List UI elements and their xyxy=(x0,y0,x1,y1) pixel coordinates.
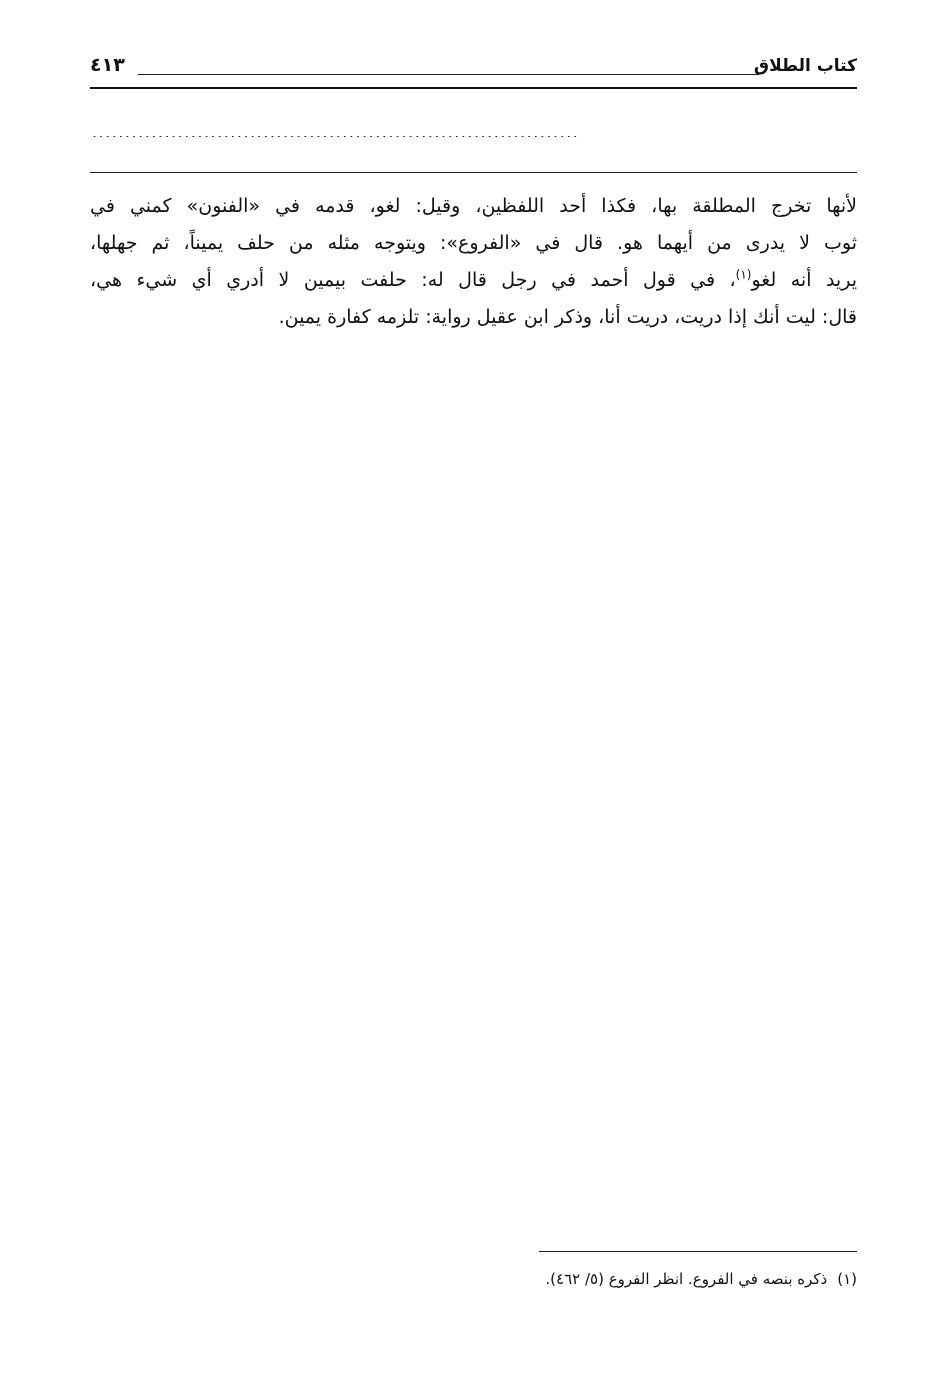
running-header xyxy=(90,52,857,86)
footnote-text: ذكره بنصه في الفروع. انظر الفروع (٥/ ٤٦٢). xyxy=(545,1270,828,1288)
footnote-number: (١) xyxy=(837,1270,857,1288)
footnote-reference[interactable]: (١) xyxy=(735,267,752,282)
footnote xyxy=(90,1266,857,1292)
page-number: ٤١٣ xyxy=(90,54,125,76)
paragraph-line-3 xyxy=(90,262,857,299)
chapter-title: كتاب الطلاق xyxy=(753,56,857,76)
paragraph-line-3-start: يريد أنه لغو xyxy=(751,269,857,291)
header-leader-line xyxy=(138,74,759,75)
paragraph-line-3-end: ، في قول أحمد في رجل قال له: حلفت بيمين لا أدري أي شيء هي، xyxy=(90,269,736,291)
section-rule xyxy=(90,172,857,173)
paragraph-line-2: ثوب لا يدرى من أيهما هو. قال في «الفروع»: ويتوجه مثله من حلف يميناً، ثم جهلها، xyxy=(90,232,857,254)
paragraph-line-4: قال: ليت أنك إذا دريت، دريت أنا، وذكر ابن عقيل رواية: تلزمه كفارة يمين. xyxy=(278,306,857,328)
paragraph-line-1: لأنها تخرج المطلقة بها، فكذا أحد اللفظين، وقيل: لغو، قدمه في «الفنون» كمني في xyxy=(90,195,857,217)
dotted-placeholder-line: .......................................................................... xyxy=(92,123,580,137)
main-paragraph xyxy=(90,188,857,336)
header-rule xyxy=(90,87,857,89)
footnote-separator xyxy=(539,1251,857,1252)
